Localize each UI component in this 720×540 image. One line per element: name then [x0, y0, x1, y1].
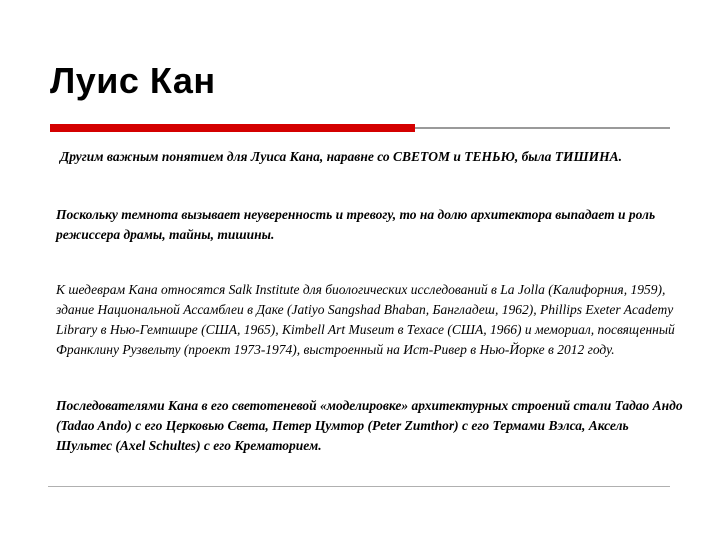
paragraph-silence: Другим важным понятием для Луиса Кана, наравне со СВЕТОМ и ТЕНЬЮ, была ТИШИНА.: [60, 149, 623, 164]
paragraph-masterpieces: К шедеврам Кана относятся Salk Institute для биологических исследований в La Jolla (Калифорния, 1959), здание Национальной Ассамблеи в Даке (Jatiyo Sangshad Bhaban, Бангладеш, 1962), Phillips Exeter Academy Library в Нью-Гемпшире (США, 1965), Kimbell Art Museum в Техасе (США, 1966) и мемориал, посвященный Франклину Рузвельту (проект 1973-1974), выстроенный на Ист-Ривер в Нью-Йорке в 2012 году.: [56, 282, 675, 357]
paragraph-darkness: Поскольку темнота вызывает неуверенность и тревогу, то на долю архитектора выпадает и роль режиссера драмы, тайны, тишины.: [56, 207, 656, 242]
paragraph-followers: Последователями Кана в его светотеневой «моделировке» архитектурных строений стали Тадао Андо (Tadao Ando) с его Церковью Света, Петер Цумтор (Peter Zumthor) с его Термами Вэлса, Аксель Шультес (Axel Schultes) с его Крематорием.: [56, 398, 683, 453]
title-underline-red: [50, 124, 415, 132]
footer-divider: [48, 486, 670, 487]
title-underline-grey: [415, 127, 670, 129]
slide-title: Луис Кан: [50, 60, 216, 101]
